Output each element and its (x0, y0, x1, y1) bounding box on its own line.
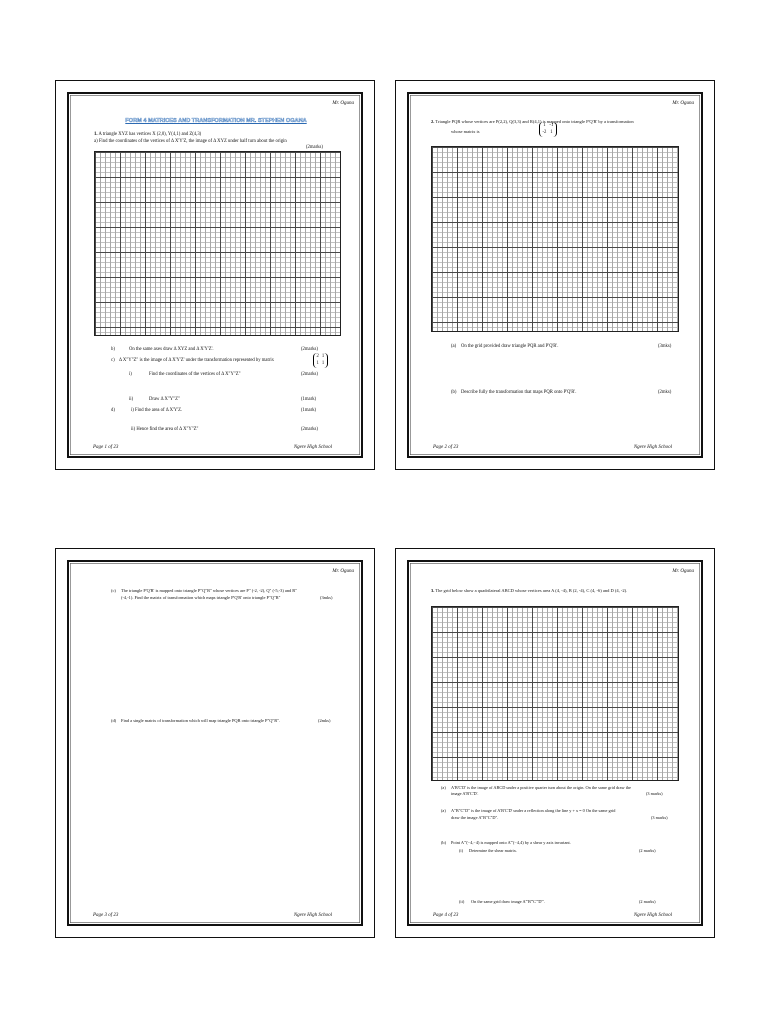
marks: (1mark) (301, 408, 317, 413)
matrix-entry: 2 (316, 354, 319, 359)
question-1di: i) Find the area of Δ X'Y'Z. (131, 408, 183, 413)
question-3a2-line: A"B"C"D" is the image of A'B'C'D' under a reflection along the line y + x = 0 On the same grid (451, 808, 616, 813)
page-header: Mr. Oguna (672, 101, 694, 106)
question-1c: Δ X"Y"Z" is the image of Δ X'Y'Z' under the transformation represented by matrix (119, 358, 275, 363)
page-3 (55, 548, 375, 938)
marks: (2mks) (658, 390, 672, 395)
question-1ci: Find the coordinates of the vertices of Δ X"Y"Z" (149, 372, 241, 377)
question-2d: Find a single matrix of transformation which will map triangle PQR onto triangle P"Q"R". (121, 718, 281, 723)
page-4 (395, 548, 715, 938)
matrix-entry: 1 (321, 354, 325, 359)
page-border (67, 560, 363, 926)
page-header: Mr. Oguna (672, 569, 694, 574)
marks: (3 marks) (651, 815, 668, 820)
question-1b: On the same axes draw Δ XYZ and Δ X'Y'Z'. (129, 347, 214, 352)
question-label: b) (111, 347, 115, 352)
graph-grid (431, 146, 679, 332)
question-1cii: Draw Δ X"Y"Z" (149, 397, 180, 402)
question-1 (94, 132, 201, 138)
question-2 (431, 119, 634, 125)
marks: (3mks) (320, 595, 333, 600)
marks: (2marks) (301, 372, 318, 377)
question-2a: On the grid provided draw triangle PQR and P'Q'R'. (461, 344, 559, 349)
question-3 (431, 588, 627, 594)
question-label: (i) (459, 848, 464, 853)
page-number: Page 3 of 23 (93, 913, 119, 918)
transformation-matrix (539, 122, 557, 137)
question-label: (a) (451, 344, 457, 349)
marks: (2marks) (301, 347, 318, 352)
school-name: Ngere High School (293, 913, 332, 918)
question-1a: a) Find the coordinates of the vertices of Δ X'Y'Z, the image of Δ XYZ under half turn about the origin (94, 139, 287, 144)
question-3bi: Determine the shear matrix. (469, 848, 517, 853)
matrix-entry: 1 (316, 361, 319, 367)
graph-grid (431, 606, 679, 781)
question-3bii: On the same grid draw image A'''B'''C'''D'''. (471, 899, 545, 904)
matrix-entry: -1 (549, 123, 554, 128)
question-label: i) (129, 372, 132, 377)
marks: (3 marks) (646, 791, 663, 796)
question-number: 1. (94, 132, 98, 137)
graph-grid (94, 151, 341, 336)
question-label: c) (111, 358, 115, 363)
question-label: (a) (441, 785, 446, 790)
marks: (2marks) (301, 427, 318, 432)
question-3a2-line: draw the image A"B"C"D". (451, 815, 499, 820)
question-2b: Describe fully the transformation that maps PQR onto P'Q'R'. (461, 390, 577, 395)
matrix-entry: 1 (321, 361, 325, 367)
question-3a-line: image A'B'C'D'. (451, 791, 479, 796)
marks: (2 marks) (639, 899, 656, 904)
school-name: Ngere High School (633, 445, 672, 450)
question-3b: Point A'''(−4,−4) is mapped onto A'''(−4,4) by a shear y axis invariant. (451, 840, 571, 845)
school-name: Ngere High School (633, 913, 672, 918)
question-label: ii) (129, 397, 134, 402)
question-number: 3. (431, 588, 435, 593)
matrix-entry: -2 (542, 130, 547, 136)
question-3a-line: A'B'C'D' is the image of ABCD under a positive quarter turn about the origin. On the same grid draw the (451, 785, 631, 790)
marks: (2mks) (318, 718, 331, 723)
page-header: Mr. Oguna (332, 569, 354, 574)
question-2c-line: (-4,-1). Find the matrix of transformation which maps triangle P'Q'R' onto triangle P"Q"R" (121, 595, 281, 600)
question-text: A triangle XYZ has vertices X (2,0), Y(4,1) and Z(4,3) (98, 132, 202, 137)
document-title: FORM 4 MATRICES AND TRANSFORMATION MR. STEPHEN OGANA (125, 118, 307, 124)
school-name: Ngere High School (293, 445, 332, 450)
question-label: (b) (451, 390, 457, 395)
page-header: Mr. Oguna (332, 101, 354, 106)
marks: (2marks) (306, 145, 323, 150)
question-label: d) (111, 408, 115, 413)
question-label: (b) (441, 840, 447, 845)
page-1 (55, 80, 375, 470)
question-number: 2. (431, 119, 435, 124)
transformation-matrix (313, 353, 328, 368)
question-2c-line: The triangle P'Q'R' is mapped onto triangle P"Q"R" whose vertices are P" (-2, -2), Q" (-5,-3) and R" (121, 588, 298, 593)
matrix-entry: 1 (543, 123, 546, 128)
question-label: (c) (111, 588, 116, 593)
question-text: whose matrix is (451, 129, 480, 134)
page-number: Page 2 of 23 (433, 445, 459, 450)
page-number: Page 1 of 23 (93, 445, 119, 450)
marks: (3mks) (658, 344, 672, 349)
page-2 (395, 80, 715, 470)
question-label: (ii) (459, 899, 465, 904)
question-text: The grid below show a quadrilateral ABCD whose vertices area A (4, -4), B (2, -4), C (4, -6) and D (4, -2). (435, 588, 628, 593)
matrix-entry: 1 (550, 130, 553, 136)
question-text: Triangle PQR whose vertices are P(2,2), Q(3,3) and R(4,1) is mapped onto triangle P'Q'R' by a transformation (435, 119, 634, 124)
question-label: (a) (441, 808, 446, 813)
marks: (2 marks) (639, 848, 656, 853)
question-1dii: ii) Hence find the area of Δ X"Y"Z" (131, 427, 199, 432)
question-label: (d) (111, 718, 117, 723)
marks: (1mark) (301, 397, 317, 402)
page-number: Page 4 of 23 (433, 913, 459, 918)
